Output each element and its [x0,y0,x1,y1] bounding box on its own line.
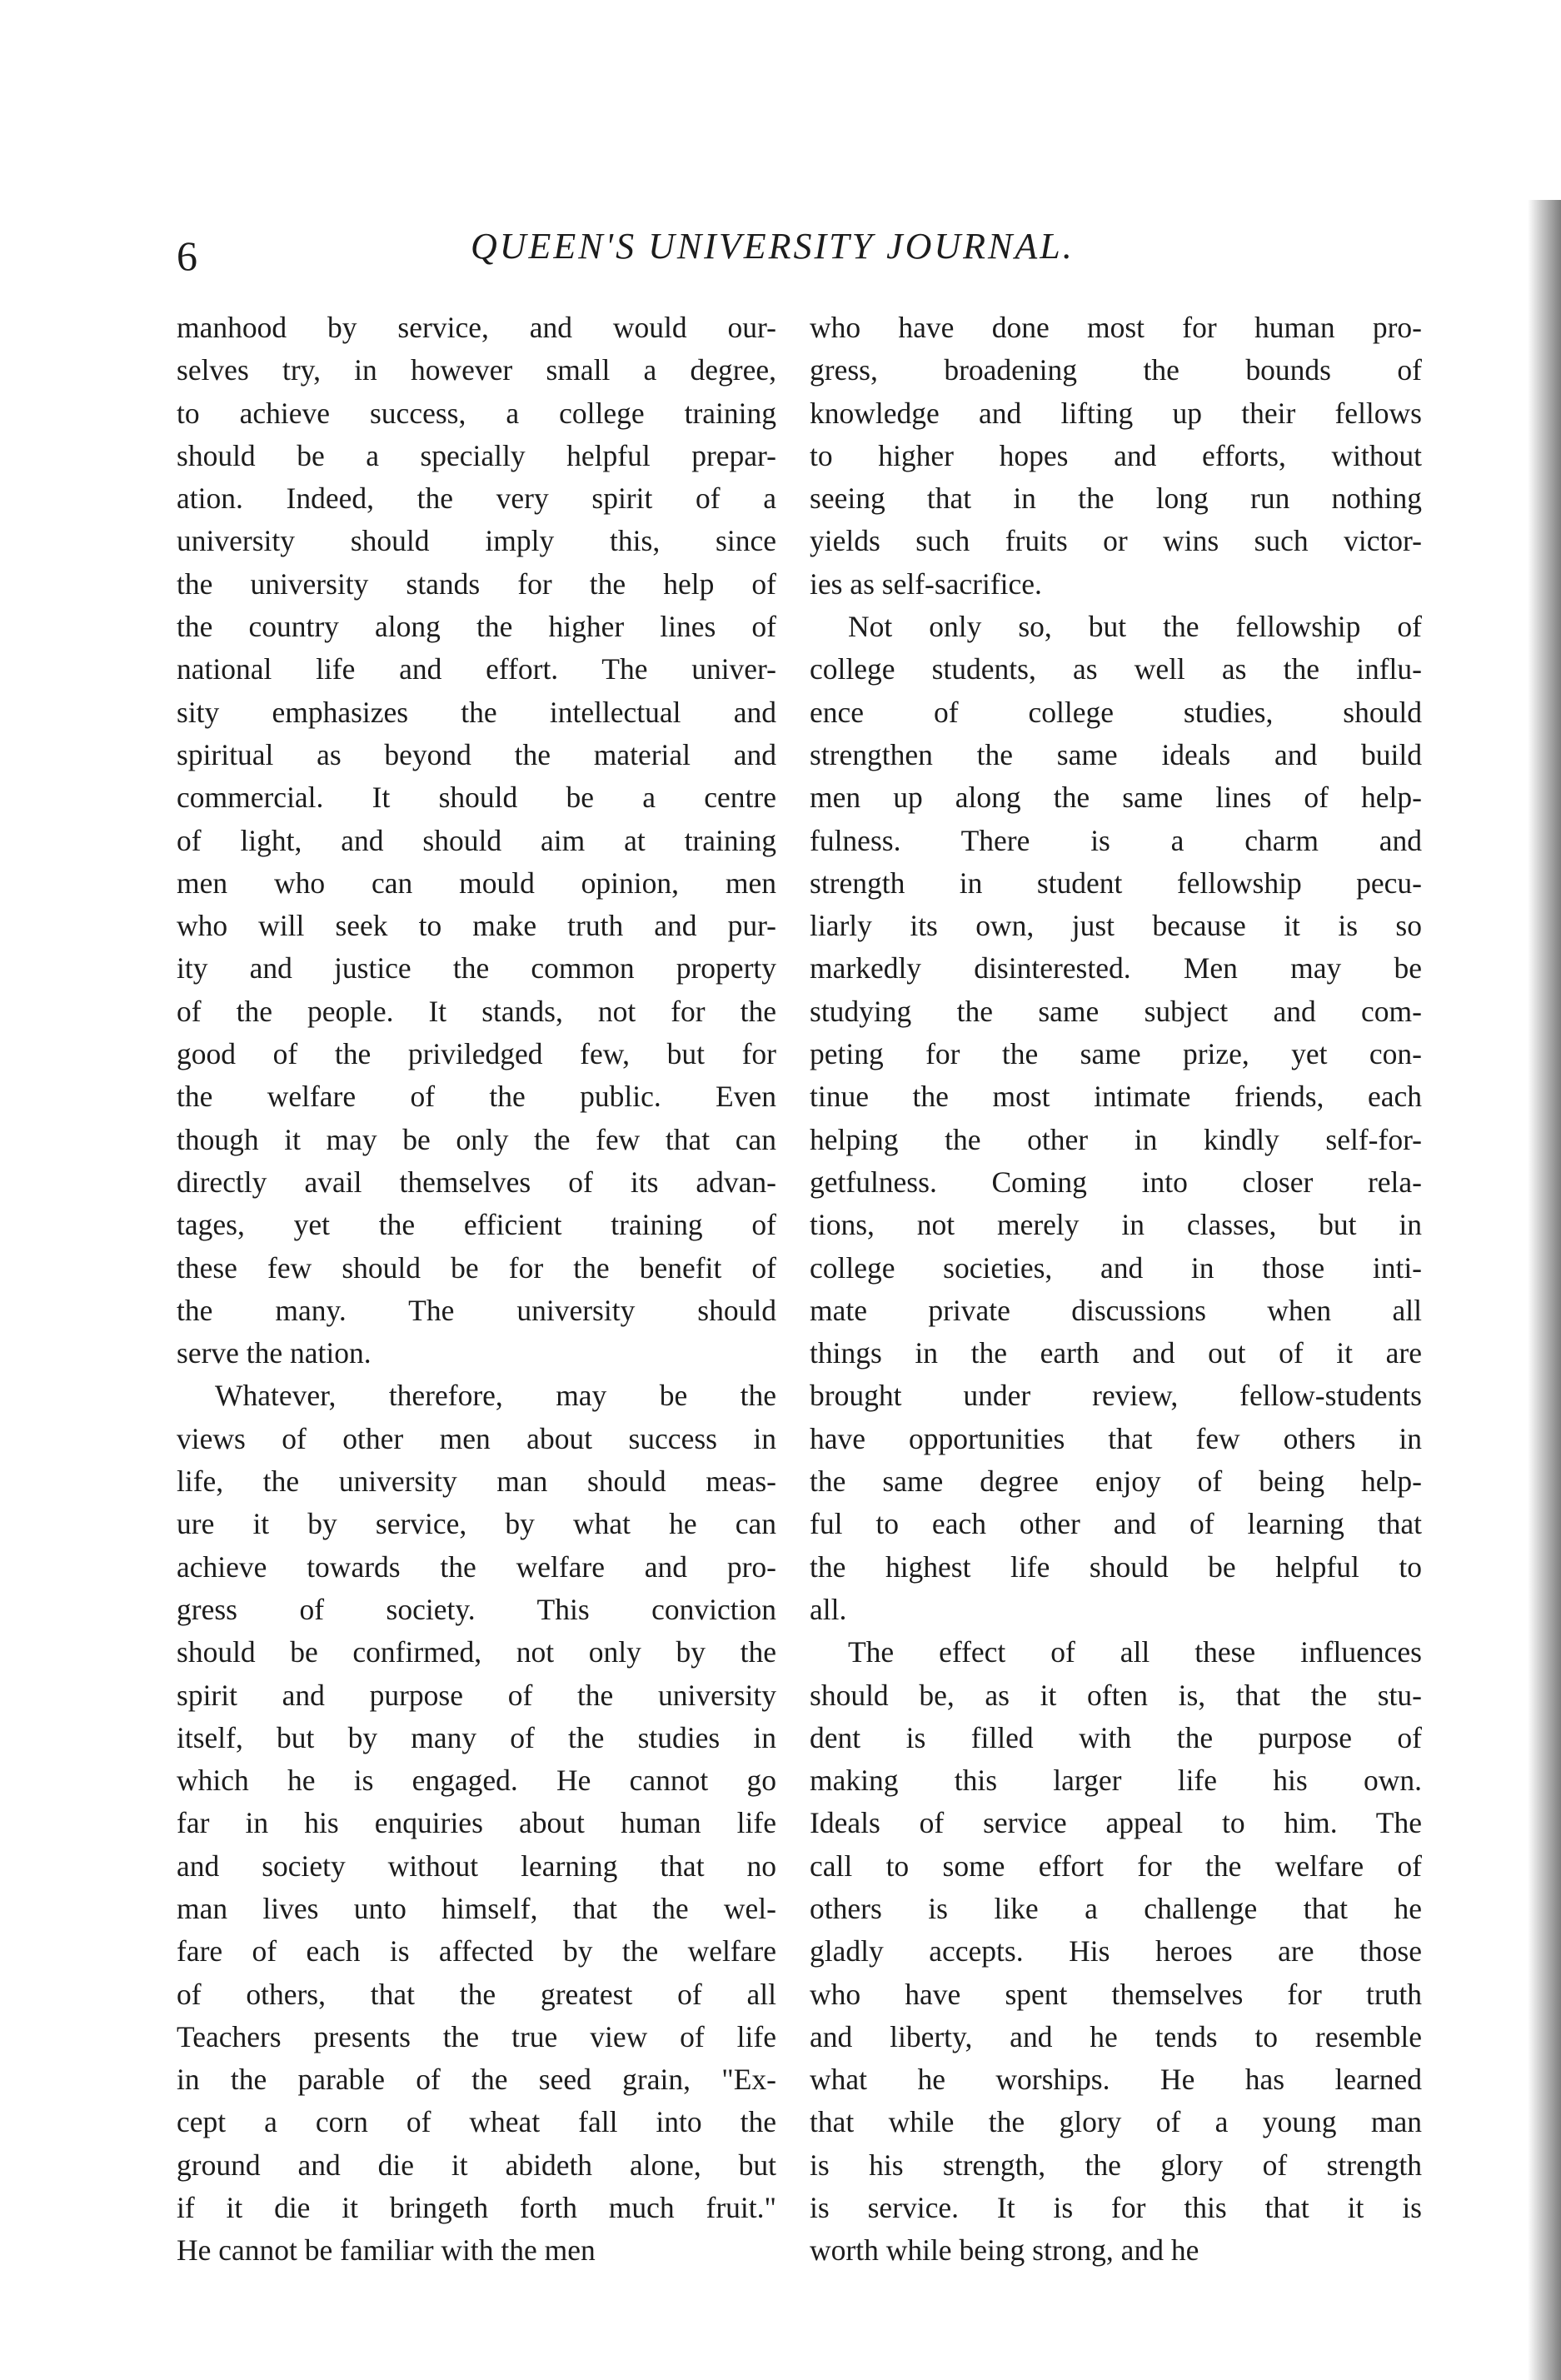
text-line: spirit and purpose of the university [177,1678,776,1712]
text-line: university should imply this, since [177,524,776,558]
text-line: to achieve success, a college training [177,396,776,430]
text-line: the same degree enjoy of being help- [810,1464,1422,1499]
paragraph [810,1631,1422,2272]
text-line: He cannot be familiar with the men [177,2233,596,2268]
text-line: the many. The university should [177,1293,776,1327]
text-line: brought under review, fellow-students [810,1379,1422,1413]
text-line: selves try, in however small a degree, [177,353,776,387]
text-line: gladly accepts. His heroes are those [810,1934,1422,1968]
text-line: things in the earth and out of it are [810,1336,1422,1370]
text-line: manhood by service, and would our- [177,311,776,344]
text-line: ation. Indeed, the very spirit of a [177,481,776,516]
right-column [810,307,1422,2273]
text-line: in the parable of the seed grain, "Ex- [177,2063,776,2097]
text-line: good of the priviledged few, but for [177,1037,776,1071]
text-line: of light, and should aim at training [177,823,776,857]
text-line: Not only so, but the fellowship of [848,610,1422,644]
paragraph [177,307,776,1375]
text-line: life, the university man should meas- [177,1464,776,1499]
text-line: knowledge and lifting up their fellows [810,396,1422,430]
paragraph [810,307,1422,606]
text-line: fare of each is affected by the welfare [177,1934,776,1968]
text-line: mate private discussions when all [810,1293,1422,1327]
text-line: liarly its own, just because it is so [810,909,1422,943]
text-line: is service. It is for this that it is [810,2191,1422,2225]
text-line: strengthen the same ideals and build [810,737,1422,771]
text-line: which he is engaged. He cannot go [177,1764,776,1798]
text-line: national life and effort. The univer- [177,652,776,686]
text-line: should be, as it often is, that the stu- [810,1678,1422,1712]
text-line: ence of college studies, should [810,695,1422,729]
text-line: commercial. It should be a centre [177,781,776,815]
text-line: tages, yet the efficient training of [177,1208,776,1242]
text-line: markedly disinterested. Men may be [810,951,1422,985]
running-head: QUEEN'S UNIVERSITY JOURNAL. [471,226,1075,267]
text-line: Teachers presents the true view of life [177,2019,776,2053]
text-line: dent is filled with the purpose of [810,1720,1422,1754]
text-line: to higher hopes and efforts, without [810,438,1422,472]
text-line: the welfare of the public. Even [177,1080,776,1114]
text-line: strength in student fellowship pecu- [810,866,1422,900]
text-line: worth while being strong, and he [810,2233,1199,2268]
text-line: of the people. It stands, not for the [177,994,776,1028]
text-line: all. [810,1592,847,1626]
text-line: Ideals of service appeal to him. The [810,1806,1422,1840]
text-line: the country along the higher lines of [177,610,776,644]
text-line: tions, not merely in classes, but in [810,1208,1422,1242]
text-line: making this larger life his own. [810,1764,1422,1798]
text-line: itself, but by many of the studies in [177,1720,776,1754]
text-line: that while the glory of a young man [810,2105,1422,2139]
text-line: gress, broadening the bounds of [810,353,1422,387]
text-line: ity and justice the common property [177,951,776,985]
text-line: if it die it bringeth forth much fruit." [177,2191,776,2225]
text-line: though it may be only the few that can [177,1122,776,1156]
text-line: fulness. There is a charm and [810,823,1422,857]
text-line: gress of society. This conviction [177,1592,776,1626]
text-line: directly avail themselves of its advan- [177,1165,776,1199]
text-line: The effect of all these influences [848,1635,1422,1669]
text-line: yields such fruits or wins such victor- [810,524,1422,558]
text-line: ure it by service, by what he can [177,1507,776,1541]
text-line: call to some effort for the welfare of [810,1849,1422,1883]
text-line: and society without learning that no [177,1849,776,1883]
text-line: these few should be for the benefit of [177,1250,776,1285]
text-line: views of other men about success in [177,1421,776,1455]
text-line: ground and die it abideth alone, but [177,2148,776,2182]
text-line: far in his enquiries about human life [177,1806,776,1840]
page-number: 6 [177,232,197,279]
text-line: who will seek to make truth and pur- [177,909,776,943]
text-line: Whatever, therefore, may be the [215,1379,776,1413]
text-line: spiritual as beyond the material and [177,737,776,771]
binding-edge [1528,200,1561,2380]
text-line: should be a specially helpful prepar- [177,438,776,472]
text-line: who have spent themselves for truth [810,1977,1422,2011]
text-line: ful to each other and of learning that [810,1507,1422,1541]
text-line: of others, that the greatest of all [177,1977,776,2011]
text-line: men up along the same lines of help- [810,781,1422,815]
text-line: have opportunities that few others in [810,1421,1422,1455]
text-line: college students, as well as the influ- [810,652,1422,686]
left-column [177,307,776,2273]
text-line: helping the other in kindly self-for- [810,1122,1422,1156]
text-line: studying the same subject and com- [810,994,1422,1028]
text-line: tinue the most intimate friends, each [810,1080,1422,1114]
text-line: who have done most for human pro- [810,311,1422,344]
text-line: college societies, and in those inti- [810,1250,1422,1285]
paragraph [177,1375,776,2272]
text-line: is his strength, the glory of strength [810,2148,1422,2182]
text-line: men who can mould opinion, men [177,866,776,900]
text-line: others is like a challenge that he [810,1891,1422,1925]
text-line: what he worships. He has learned [810,2063,1422,2097]
text-line: peting for the same prize, yet con- [810,1037,1422,1071]
text-line: getfulness. Coming into closer rela- [810,1165,1422,1199]
text-line: sity emphasizes the intellectual and [177,695,776,729]
text-line: man lives unto himself, that the wel- [177,1891,776,1925]
text-line: serve the nation. [177,1336,372,1370]
text-line: and liberty, and he tends to resemble [810,2019,1422,2053]
text-line: ies as self-sacrifice. [810,566,1042,601]
text-line: the highest life should be helpful to [810,1549,1422,1584]
text-line: should be confirmed, not only by the [177,1635,776,1669]
text-line: cept a corn of wheat fall into the [177,2105,776,2139]
text-line: the university stands for the help of [177,566,776,601]
text-line: achieve towards the welfare and pro- [177,1549,776,1584]
paragraph [810,606,1422,1631]
text-line: seeing that in the long run nothing [810,481,1422,516]
